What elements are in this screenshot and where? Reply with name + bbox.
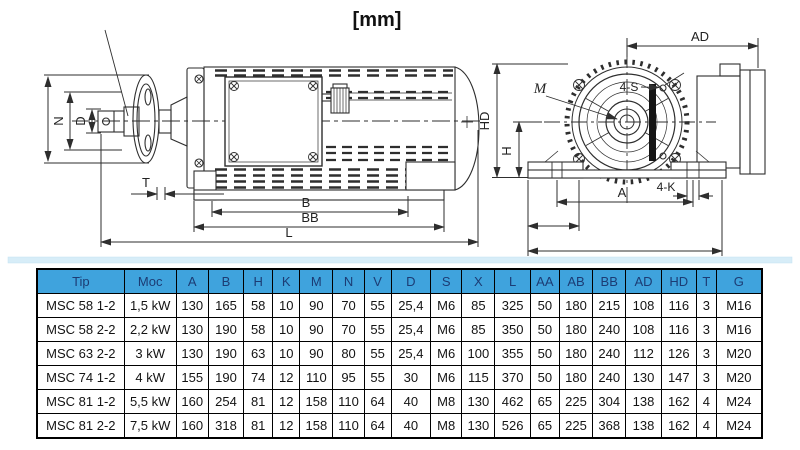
key-slot-bar: [649, 84, 656, 161]
cell-value: 80: [333, 342, 364, 366]
cell-value: 225: [559, 414, 592, 439]
cell-value: 4 kW: [124, 366, 176, 390]
cell-value: 90: [300, 294, 333, 318]
dim-label-d: D: [73, 116, 88, 126]
cell-value: 108: [626, 318, 661, 342]
cell-value: 10: [273, 294, 300, 318]
foot-base: [194, 190, 444, 200]
cell-value: 126: [661, 342, 696, 366]
cell-value: 55: [364, 366, 391, 390]
dim-label-t: T: [142, 175, 150, 190]
cell-value: 158: [300, 414, 333, 439]
column-header-moc: Moc: [124, 269, 176, 294]
column-header-a: A: [176, 269, 208, 294]
cell-value: 240: [593, 366, 626, 390]
dim-label-l: L: [285, 225, 293, 240]
column-header-d: D: [391, 269, 430, 294]
column-header-k: K: [273, 269, 300, 294]
cell-value: 3 kW: [124, 342, 176, 366]
cell-value: 147: [661, 366, 696, 390]
cell-value: M20: [716, 342, 762, 366]
table-body: [37, 294, 762, 439]
table-head: [37, 269, 762, 294]
cell-value: 325: [495, 294, 530, 318]
cell-value: 158: [300, 390, 333, 414]
table-row: [37, 342, 762, 366]
table-row: [37, 414, 762, 439]
cell-value: 116: [661, 294, 696, 318]
cell-value: 30: [391, 366, 430, 390]
cell-value: 138: [626, 414, 661, 439]
column-header-m: M: [300, 269, 333, 294]
cell-value: 462: [495, 390, 530, 414]
cell-value: 5,5 kW: [124, 390, 176, 414]
cell-value: 108: [626, 294, 661, 318]
cell-value: M6: [431, 366, 462, 390]
cell-value: 81: [244, 414, 273, 439]
cable-gland: [322, 84, 452, 113]
cell-value: 81: [244, 390, 273, 414]
cell-value: 55: [364, 342, 391, 366]
cell-value: 40: [391, 414, 430, 439]
column-header-ab: AB: [559, 269, 592, 294]
cell-value: 25,4: [391, 342, 430, 366]
table-row: [37, 366, 762, 390]
dim-label-ad: AD: [690, 29, 710, 44]
cell-value: 162: [661, 390, 696, 414]
cell-value: 63: [244, 342, 273, 366]
front-view: [528, 52, 765, 207]
cell-value: 65: [530, 390, 559, 414]
cell-value: M8: [431, 390, 462, 414]
dim-label-bb: BB: [301, 210, 319, 225]
cell-value: M24: [716, 414, 762, 439]
dim-label-4k: 4-K: [656, 180, 676, 194]
rear-bracket: [406, 162, 455, 190]
cell-value: 180: [559, 342, 592, 366]
cell-value: 65: [530, 414, 559, 439]
cell-value: 4: [696, 390, 716, 414]
table-row: [37, 390, 762, 414]
front-bearing-plate: [187, 68, 204, 188]
cell-value: 25,4: [391, 318, 430, 342]
cell-value: 95: [333, 366, 364, 390]
cell-type: MSC 58 1-2: [37, 294, 124, 318]
cell-value: 74: [244, 366, 273, 390]
cell-value: 130: [176, 294, 208, 318]
cell-type: MSC 74 1-2: [37, 366, 124, 390]
cell-value: 7,5 kW: [124, 414, 176, 439]
cell-value: 50: [530, 366, 559, 390]
cell-value: 3: [696, 342, 716, 366]
cell-value: 190: [208, 342, 243, 366]
cell-value: 10: [273, 318, 300, 342]
cell-value: 25,4: [391, 294, 430, 318]
cell-value: 155: [176, 366, 208, 390]
cell-value: 138: [626, 390, 661, 414]
side-view: [44, 30, 483, 200]
cell-value: 190: [208, 366, 243, 390]
dim-label-m: M: [533, 81, 547, 97]
cell-value: 130: [176, 342, 208, 366]
cell-value: M6: [431, 342, 462, 366]
column-header-t: T: [696, 269, 716, 294]
cell-value: 350: [495, 318, 530, 342]
column-header-bb: BB: [593, 269, 626, 294]
dim-label-n: N: [51, 116, 66, 126]
cell-value: 12: [273, 366, 300, 390]
column-header-v: V: [364, 269, 391, 294]
column-header-l: L: [495, 269, 530, 294]
cell-value: 85: [462, 294, 495, 318]
cell-value: 160: [176, 390, 208, 414]
end-cap: [455, 67, 479, 190]
flange-inner: [137, 84, 155, 156]
column-header-s: S: [431, 269, 462, 294]
cell-value: 165: [208, 294, 243, 318]
cell-value: 240: [593, 342, 626, 366]
cell-value: 64: [364, 414, 391, 439]
cell-value: M6: [431, 318, 462, 342]
cell-value: 85: [462, 318, 495, 342]
column-header-h: H: [244, 269, 273, 294]
cell-value: 526: [495, 414, 530, 439]
dim-label-a: A: [617, 185, 627, 200]
cell-value: 368: [593, 414, 626, 439]
cell-value: 110: [300, 366, 333, 390]
cell-value: 3: [696, 366, 716, 390]
column-header-g: G: [716, 269, 762, 294]
cell-value: 110: [333, 414, 364, 439]
cell-value: 1,5 kW: [124, 294, 176, 318]
cell-value: 130: [462, 414, 495, 439]
cell-value: M16: [716, 294, 762, 318]
cell-value: 50: [530, 342, 559, 366]
cell-value: 58: [244, 318, 273, 342]
cell-value: M24: [716, 390, 762, 414]
cell-value: 254: [208, 390, 243, 414]
cell-type: MSC 81 2-2: [37, 414, 124, 439]
cell-value: 50: [530, 294, 559, 318]
column-header-n: N: [333, 269, 364, 294]
table-row: [37, 294, 762, 318]
dim-label-hd: HD: [477, 111, 492, 131]
table-row: [37, 318, 762, 342]
cell-value: 64: [364, 390, 391, 414]
table-header-row: [37, 269, 762, 294]
cell-value: 130: [626, 366, 661, 390]
cell-value: 180: [559, 366, 592, 390]
cell-value: 215: [593, 294, 626, 318]
column-header-tip: Tip: [37, 269, 124, 294]
cell-value: 3: [696, 294, 716, 318]
cell-value: 55: [364, 294, 391, 318]
cell-value: 3: [696, 318, 716, 342]
cell-value: 180: [559, 294, 592, 318]
cell-value: 12: [273, 414, 300, 439]
column-header-x: X: [462, 269, 495, 294]
cell-value: 40: [391, 390, 430, 414]
dimension-table: [36, 268, 763, 439]
cell-value: 2,2 kW: [124, 318, 176, 342]
cell-type: MSC 58 2-2: [37, 318, 124, 342]
cell-value: M20: [716, 366, 762, 390]
cell-value: 110: [333, 390, 364, 414]
cell-value: M8: [431, 414, 462, 439]
cell-type: MSC 81 1-2: [37, 390, 124, 414]
dim-label-h: H: [499, 146, 514, 156]
units-title: [mm]: [352, 9, 402, 31]
column-header-hd: HD: [661, 269, 696, 294]
cell-type: MSC 63 2-2: [37, 342, 124, 366]
cell-value: 70: [333, 294, 364, 318]
cell-value: 160: [176, 414, 208, 439]
cell-value: 55: [364, 318, 391, 342]
cell-value: 355: [495, 342, 530, 366]
terminal-box: [697, 64, 765, 174]
cell-value: 162: [661, 414, 696, 439]
cell-value: 116: [661, 318, 696, 342]
cell-value: 58: [244, 294, 273, 318]
keyway-leader-line: [105, 30, 128, 116]
column-header-ad: AD: [626, 269, 661, 294]
front-view-dimensions: [492, 38, 758, 256]
cell-value: 70: [333, 318, 364, 342]
cell-value: 130: [176, 318, 208, 342]
cell-value: 10: [273, 342, 300, 366]
column-header-aa: AA: [530, 269, 559, 294]
cell-value: 130: [462, 390, 495, 414]
cell-value: 115: [462, 366, 495, 390]
cell-value: 90: [300, 318, 333, 342]
column-header-b: B: [208, 269, 243, 294]
cell-value: 318: [208, 414, 243, 439]
cell-value: 100: [462, 342, 495, 366]
cell-value: 12: [273, 390, 300, 414]
cell-value: M6: [431, 294, 462, 318]
cell-value: 112: [626, 342, 661, 366]
stator-block: [225, 77, 322, 166]
ground-strip: [8, 257, 792, 263]
cell-value: 304: [593, 390, 626, 414]
dim-label-b: B: [301, 195, 311, 210]
cell-value: 190: [208, 318, 243, 342]
dim-label-4s: 4-S: [619, 80, 639, 94]
cell-value: 90: [300, 342, 333, 366]
cell-value: 225: [559, 390, 592, 414]
front-foot-base: [528, 170, 726, 178]
cell-value: 370: [495, 366, 530, 390]
cell-value: 180: [559, 318, 592, 342]
cell-value: 4: [696, 414, 716, 439]
cell-value: 240: [593, 318, 626, 342]
cell-value: 50: [530, 318, 559, 342]
cell-value: M16: [716, 318, 762, 342]
